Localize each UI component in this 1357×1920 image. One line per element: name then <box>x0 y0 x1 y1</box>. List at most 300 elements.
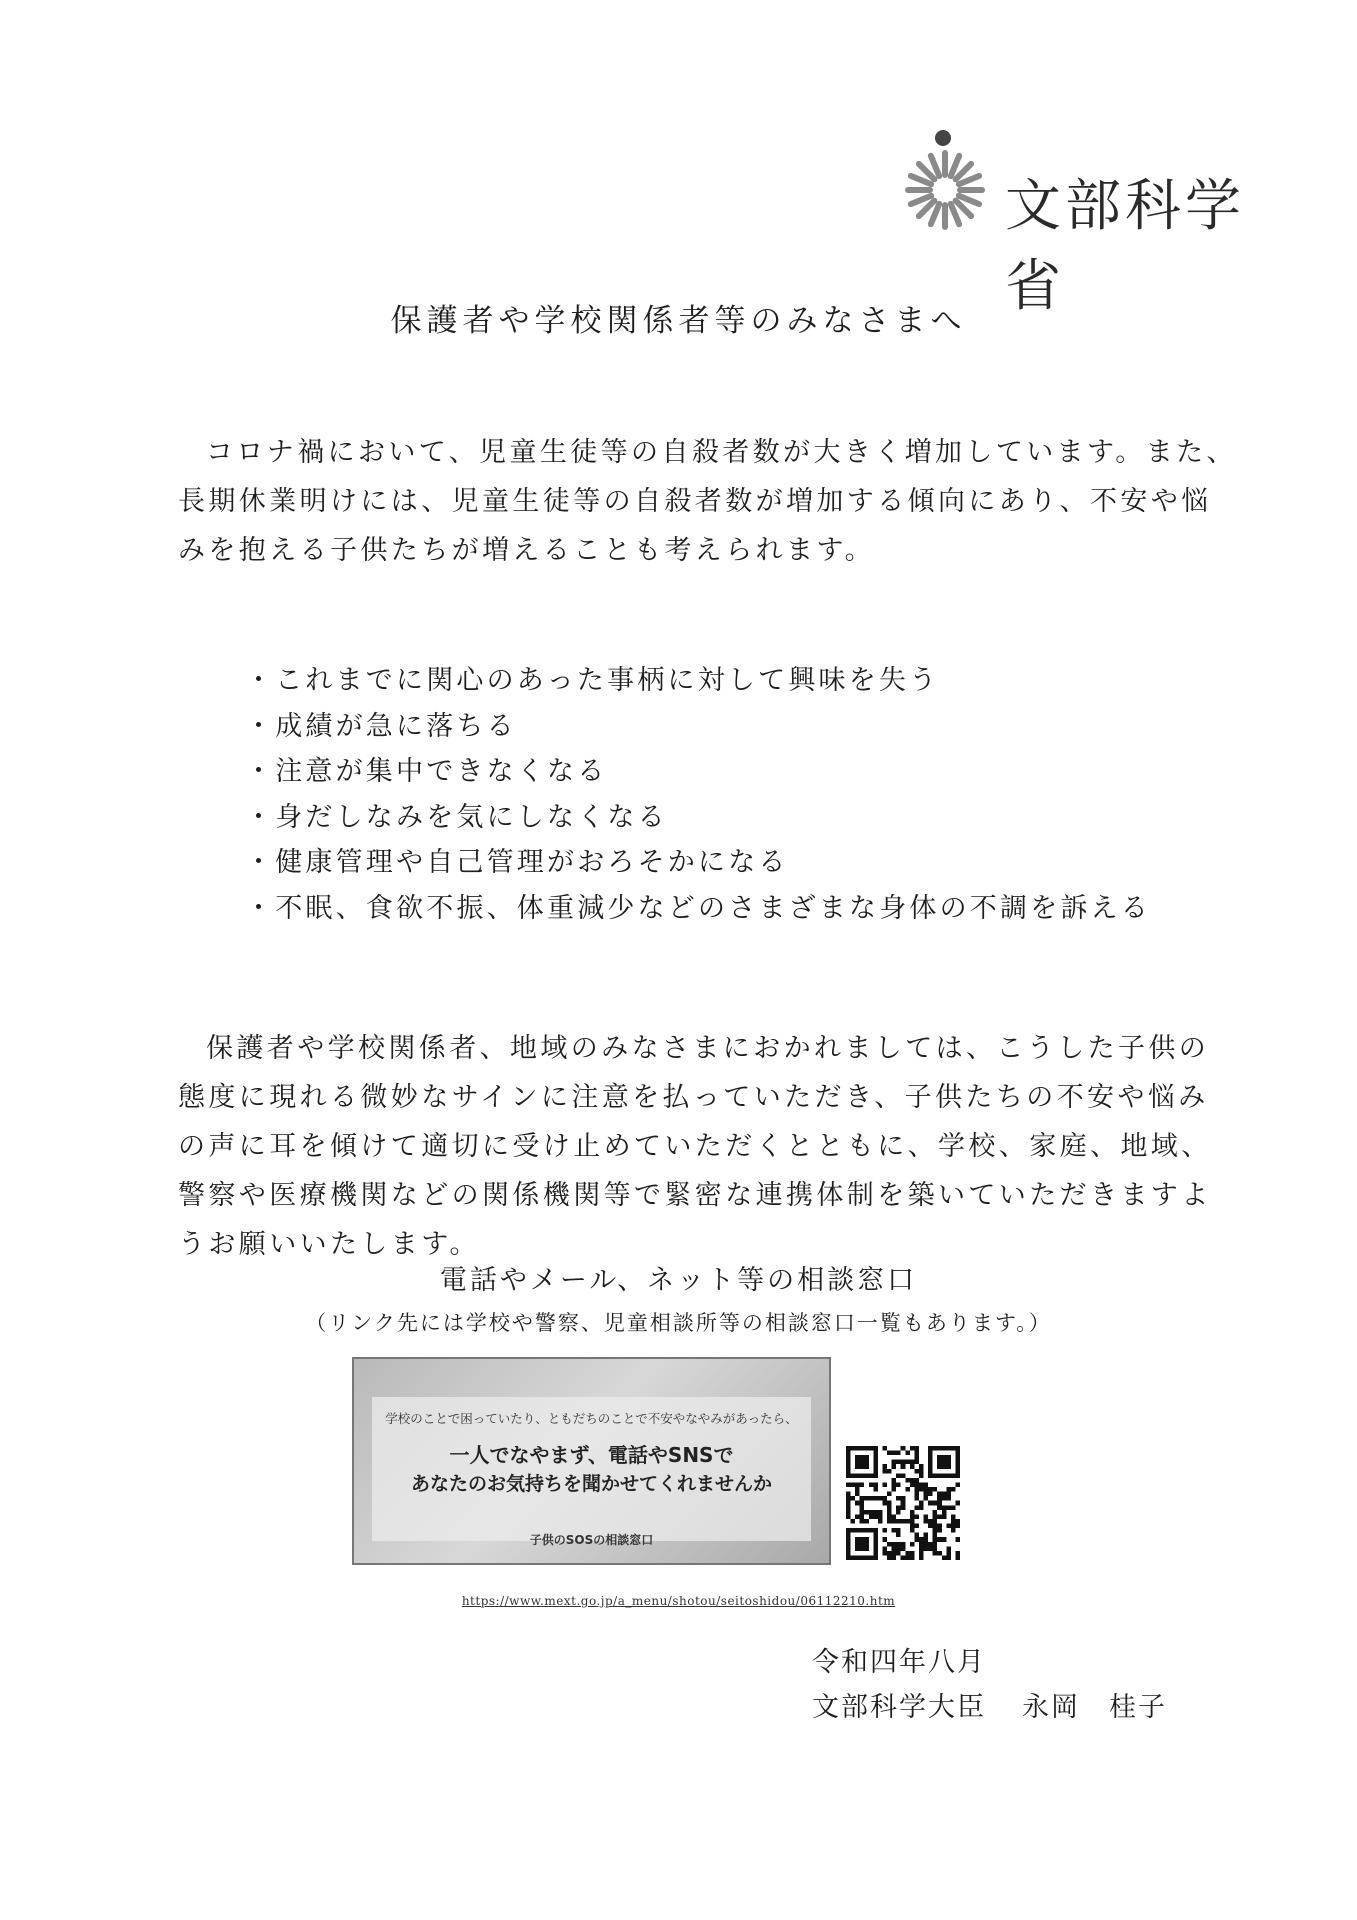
request-line: 警察や医療機関などの関係機関等で緊密な連携体制を築いていただきますよ <box>178 1180 1212 1211</box>
qr-module <box>846 1514 851 1519</box>
qr-module <box>942 1460 947 1465</box>
qr-module <box>937 1514 942 1519</box>
qr-module <box>864 1473 869 1478</box>
qr-module <box>901 1555 906 1560</box>
qr-module <box>882 1546 887 1551</box>
qr-module <box>905 1451 910 1456</box>
qr-module <box>873 1446 878 1451</box>
qr-module <box>951 1528 956 1533</box>
qr-module <box>873 1451 878 1456</box>
qr-module <box>855 1542 860 1547</box>
qr-module <box>928 1460 933 1465</box>
qr-module <box>946 1455 951 1460</box>
qr-module <box>869 1496 874 1501</box>
qr-module <box>910 1524 915 1529</box>
qr-module <box>955 1555 960 1560</box>
qr-module <box>928 1451 933 1456</box>
qr-module <box>873 1528 878 1533</box>
qr-module <box>924 1496 929 1501</box>
qr-module <box>887 1514 892 1519</box>
qr-module <box>924 1533 929 1538</box>
qr-module <box>914 1537 919 1542</box>
qr-module <box>901 1519 906 1524</box>
qr-module <box>955 1460 960 1465</box>
qr-module <box>869 1510 874 1515</box>
qr-module <box>928 1464 933 1469</box>
qr-module <box>928 1455 933 1460</box>
qr-module <box>914 1451 919 1456</box>
qr-module <box>933 1487 938 1492</box>
qr-module <box>924 1514 929 1519</box>
qr-module <box>887 1492 892 1497</box>
qr-module <box>928 1473 933 1478</box>
banner-footer: 子供のSOSの相談窓口 <box>529 1533 654 1547</box>
qr-module <box>955 1473 960 1478</box>
banner-text-3: あなたのお気持ちを聞かせてくれませんか <box>410 1473 772 1495</box>
qr-module <box>860 1537 865 1542</box>
qr-module <box>919 1537 924 1542</box>
qr-module <box>864 1555 869 1560</box>
qr-module <box>937 1446 942 1451</box>
qr-module <box>914 1460 919 1465</box>
qr-module <box>919 1464 924 1469</box>
qr-module <box>855 1487 860 1492</box>
qr-module <box>946 1555 951 1560</box>
signer-position: 文部科学大臣 <box>812 1692 986 1723</box>
qr-module <box>864 1446 869 1451</box>
qr-module <box>919 1473 924 1478</box>
qr-module <box>928 1446 933 1451</box>
qr-module <box>955 1464 960 1469</box>
qr-module <box>860 1514 865 1519</box>
qr-module <box>860 1510 865 1515</box>
qr-module <box>910 1460 915 1465</box>
qr-module <box>896 1510 901 1515</box>
qr-module <box>955 1469 960 1474</box>
qr-module <box>928 1492 933 1497</box>
qr-module <box>910 1478 915 1483</box>
qr-module <box>914 1524 919 1529</box>
ministry-logo <box>903 130 1253 319</box>
qr-module <box>946 1473 951 1478</box>
qr-module <box>846 1555 851 1560</box>
request-line: 保護者や学校関係者、地域のみなさまにおかれましては、こうした子供の <box>206 1033 1210 1064</box>
qr-module <box>946 1505 951 1510</box>
qr-module <box>905 1487 910 1492</box>
consult-heading: 電話やメール、ネット等の相談窓口 <box>439 1265 918 1296</box>
qr-module <box>860 1460 865 1465</box>
qr-module <box>851 1519 856 1524</box>
qr-module <box>873 1460 878 1465</box>
qr-module <box>942 1537 947 1542</box>
qr-module <box>892 1514 897 1519</box>
qr-code-icon[interactable] <box>846 1446 960 1560</box>
qr-module <box>919 1482 924 1487</box>
qr-module <box>873 1533 878 1538</box>
qr-module <box>855 1537 860 1542</box>
qr-module <box>873 1537 878 1542</box>
sos-banner-image[interactable] <box>352 1357 831 1565</box>
qr-module <box>901 1460 906 1465</box>
qr-module <box>928 1546 933 1551</box>
qr-module <box>942 1464 947 1469</box>
qr-module <box>855 1473 860 1478</box>
qr-module <box>882 1551 887 1556</box>
qr-module <box>901 1505 906 1510</box>
qr-module <box>942 1455 947 1460</box>
qr-module <box>955 1451 960 1456</box>
qr-module <box>855 1555 860 1560</box>
qr-module <box>901 1496 906 1501</box>
qr-module <box>924 1546 929 1551</box>
qr-module <box>933 1473 938 1478</box>
qr-module <box>892 1451 897 1456</box>
list-item: ・ 不眠、食欲不振、体重減少などのさまざまな身体の不調を訴える <box>245 886 1151 932</box>
qr-module <box>869 1446 874 1451</box>
qr-module <box>882 1496 887 1501</box>
qr-module <box>860 1546 865 1551</box>
qr-module <box>928 1501 933 1506</box>
qr-module <box>869 1555 874 1560</box>
qr-module <box>933 1446 938 1451</box>
qr-module <box>864 1537 869 1542</box>
qr-module <box>955 1446 960 1451</box>
qr-module <box>905 1551 910 1556</box>
qr-module <box>887 1510 892 1515</box>
qr-module <box>919 1542 924 1547</box>
qr-module <box>928 1469 933 1474</box>
qr-module <box>855 1446 860 1451</box>
qr-module <box>896 1542 901 1547</box>
qr-module <box>878 1519 883 1524</box>
qr-module <box>846 1546 851 1551</box>
qr-module <box>951 1505 956 1510</box>
request-line: 態度に現れる微妙なサインに注意を払っていただき、子供たちの不安や悩み <box>178 1082 1209 1113</box>
qr-module <box>928 1524 933 1529</box>
qr-module <box>873 1473 878 1478</box>
qr-module <box>951 1446 956 1451</box>
qr-module <box>860 1473 865 1478</box>
qr-module <box>937 1505 942 1510</box>
qr-module <box>882 1446 887 1451</box>
qr-module <box>896 1519 901 1524</box>
qr-module <box>873 1487 878 1492</box>
intro-line: みを抱える子供たちが増えることも考えられます。 <box>178 535 876 566</box>
qr-module <box>846 1492 851 1497</box>
qr-module <box>933 1519 938 1524</box>
qr-module <box>910 1482 915 1487</box>
qr-module <box>860 1555 865 1560</box>
qr-module <box>901 1446 906 1451</box>
qr-module <box>914 1514 919 1519</box>
qr-module <box>846 1528 851 1533</box>
qr-module <box>873 1514 878 1519</box>
qr-module <box>864 1546 869 1551</box>
qr-module <box>846 1542 851 1547</box>
qr-module <box>873 1510 878 1515</box>
qr-module <box>910 1551 915 1556</box>
qr-module <box>846 1537 851 1542</box>
qr-module <box>933 1551 938 1556</box>
qr-module <box>919 1501 924 1506</box>
qr-module <box>846 1501 851 1506</box>
qr-module <box>910 1555 915 1560</box>
qr-module <box>878 1496 883 1501</box>
qr-module <box>942 1496 947 1501</box>
qr-module <box>851 1446 856 1451</box>
qr-module <box>946 1496 951 1501</box>
logo-dot <box>935 130 951 146</box>
qr-module <box>914 1496 919 1501</box>
request-line: うお願いいたします。 <box>178 1229 480 1260</box>
qr-module <box>846 1464 851 1469</box>
qr-module <box>855 1492 860 1497</box>
qr-module <box>933 1510 938 1515</box>
qr-module <box>860 1519 865 1524</box>
qr-module <box>896 1460 901 1465</box>
qr-module <box>946 1460 951 1465</box>
qr-module <box>846 1505 851 1510</box>
qr-module <box>855 1546 860 1551</box>
qr-module <box>914 1487 919 1492</box>
qr-module <box>846 1451 851 1456</box>
qr-module <box>873 1555 878 1560</box>
qr-module <box>864 1455 869 1460</box>
qr-module <box>955 1519 960 1524</box>
qr-module <box>914 1478 919 1483</box>
qr-module <box>896 1451 901 1456</box>
qr-module <box>860 1496 865 1501</box>
request-line: の声に耳を傾けて適切に受け止めていただくとともに、学校、家庭、地域、 <box>178 1131 1212 1162</box>
qr-module <box>878 1510 883 1515</box>
qr-module <box>928 1487 933 1492</box>
qr-module <box>892 1555 897 1560</box>
qr-module <box>910 1528 915 1533</box>
qr-module <box>896 1551 901 1556</box>
qr-module <box>914 1446 919 1451</box>
qr-module <box>955 1501 960 1506</box>
qr-module <box>846 1460 851 1465</box>
qr-module <box>946 1524 951 1529</box>
qr-module <box>914 1533 919 1538</box>
qr-module <box>919 1487 924 1492</box>
qr-module <box>855 1464 860 1469</box>
qr-module <box>942 1492 947 1497</box>
qr-module <box>869 1514 874 1519</box>
intro-paragraph <box>178 428 1237 575</box>
qr-module <box>851 1528 856 1533</box>
qr-module <box>882 1501 887 1506</box>
qr-module <box>846 1482 851 1487</box>
qr-module <box>896 1533 901 1538</box>
qr-module <box>933 1542 938 1547</box>
qr-module <box>951 1473 956 1478</box>
qr-module <box>855 1455 860 1460</box>
qr-module <box>919 1505 924 1510</box>
intro-line: 長期休業明けには、児童生徒等の自殺者数が増加する傾向にあり、不安や悩 <box>178 486 1212 517</box>
qr-module <box>910 1514 915 1519</box>
emblem-petal <box>905 187 933 193</box>
qr-module <box>892 1460 897 1465</box>
qr-module <box>892 1542 897 1547</box>
qr-module <box>887 1505 892 1510</box>
qr-module <box>924 1519 929 1524</box>
request-paragraph <box>178 1024 1218 1269</box>
qr-module <box>860 1455 865 1460</box>
qr-module <box>942 1555 947 1560</box>
qr-module <box>896 1473 901 1478</box>
qr-module <box>905 1460 910 1465</box>
emblem-petal <box>957 187 985 193</box>
qr-module <box>951 1519 956 1524</box>
qr-module <box>846 1496 851 1501</box>
qr-module <box>892 1551 897 1556</box>
qr-module <box>878 1514 883 1519</box>
qr-module <box>873 1496 878 1501</box>
banner-text-2: 一人でなやまず、電話やSNSで <box>449 1443 734 1467</box>
qr-module <box>873 1482 878 1487</box>
qr-module <box>955 1551 960 1556</box>
qr-module <box>851 1555 856 1560</box>
qr-module <box>919 1555 924 1560</box>
qr-module <box>910 1542 915 1547</box>
qr-module <box>924 1492 929 1497</box>
qr-module <box>924 1487 929 1492</box>
qr-module <box>887 1542 892 1547</box>
qr-module <box>914 1469 919 1474</box>
qr-module <box>901 1464 906 1469</box>
qr-module <box>914 1492 919 1497</box>
qr-module <box>873 1551 878 1556</box>
qr-module <box>887 1555 892 1560</box>
banner-text-1: 学校のことで困っていたり、ともだちのことで不安やなやみがあったら、 <box>385 1411 798 1426</box>
qr-module <box>892 1487 897 1492</box>
qr-module <box>946 1464 951 1469</box>
qr-module <box>919 1546 924 1551</box>
qr-module <box>910 1446 915 1451</box>
qr-module <box>910 1510 915 1515</box>
qr-module <box>942 1446 947 1451</box>
qr-module <box>887 1469 892 1474</box>
qr-module <box>869 1473 874 1478</box>
qr-module <box>855 1501 860 1506</box>
qr-module <box>869 1482 874 1487</box>
qr-module <box>887 1451 892 1456</box>
qr-module <box>896 1496 901 1501</box>
qr-module <box>860 1446 865 1451</box>
qr-module <box>892 1528 897 1533</box>
qr-module <box>846 1533 851 1538</box>
qr-module <box>942 1510 947 1515</box>
qr-module <box>873 1546 878 1551</box>
qr-module <box>942 1514 947 1519</box>
qr-module <box>951 1514 956 1519</box>
qr-module <box>933 1537 938 1542</box>
qr-module <box>896 1482 901 1487</box>
qr-module <box>855 1514 860 1519</box>
list-item: ・ これまでに関心のあった事柄に対して興味を失う <box>245 658 1151 704</box>
issue-date: 令和四年八月 <box>812 1647 986 1678</box>
qr-module <box>914 1455 919 1460</box>
qr-module <box>924 1537 929 1542</box>
qr-module <box>864 1542 869 1547</box>
signature-block <box>812 1685 1167 1724</box>
qr-module <box>924 1542 929 1547</box>
qr-module <box>864 1496 869 1501</box>
qr-module <box>887 1551 892 1556</box>
qr-module <box>896 1505 901 1510</box>
ministry-name: 文部科学省 <box>1005 174 1245 319</box>
qr-module <box>933 1546 938 1551</box>
qr-module <box>846 1551 851 1556</box>
qr-module <box>937 1464 942 1469</box>
qr-module <box>873 1542 878 1547</box>
qr-module <box>882 1464 887 1469</box>
qr-module <box>896 1546 901 1551</box>
consult-url-link[interactable]: https://www.mext.go.jp/a_menu/shotou/seitoshidou/06112210.htm <box>461 1594 896 1608</box>
qr-module <box>937 1455 942 1460</box>
qr-module <box>933 1501 938 1506</box>
qr-module <box>846 1473 851 1478</box>
qr-module <box>882 1537 887 1542</box>
qr-module <box>937 1460 942 1465</box>
qr-module <box>919 1469 924 1474</box>
qr-module <box>892 1519 897 1524</box>
qr-module <box>933 1533 938 1538</box>
warning-signs-list <box>245 658 1151 931</box>
qr-module <box>846 1510 851 1515</box>
qr-module <box>864 1464 869 1469</box>
qr-module <box>846 1446 851 1451</box>
qr-module <box>901 1473 906 1478</box>
signer-name: 永岡 桂子 <box>1022 1692 1167 1723</box>
qr-module <box>937 1551 942 1556</box>
qr-module <box>914 1482 919 1487</box>
qr-module <box>860 1528 865 1533</box>
qr-module <box>946 1487 951 1492</box>
consult-note: （リンク先には学校や警察、児童相談所等の相談窓口一覧もあります。） <box>305 1311 1052 1335</box>
emblem-petal <box>942 202 948 230</box>
qr-module <box>855 1460 860 1465</box>
qr-module <box>919 1551 924 1556</box>
qr-module <box>892 1464 897 1469</box>
qr-module <box>892 1482 897 1487</box>
list-item: ・ 注意が集中できなくなる <box>245 749 1151 795</box>
qr-module <box>937 1473 942 1478</box>
qr-module <box>928 1542 933 1547</box>
qr-module <box>905 1478 910 1483</box>
qr-module <box>896 1528 901 1533</box>
emblem-petal <box>942 150 948 178</box>
qr-module <box>901 1542 906 1547</box>
qr-module <box>955 1524 960 1529</box>
qr-module <box>901 1501 906 1506</box>
qr-module <box>937 1496 942 1501</box>
qr-module <box>933 1528 938 1533</box>
list-item: ・ 成績が急に落ちる <box>245 704 1151 750</box>
qr-module <box>910 1464 915 1469</box>
qr-module <box>951 1524 956 1529</box>
qr-module <box>860 1482 865 1487</box>
qr-module <box>892 1546 897 1551</box>
qr-module <box>860 1501 865 1506</box>
qr-module <box>928 1519 933 1524</box>
qr-module <box>937 1492 942 1497</box>
qr-module <box>864 1528 869 1533</box>
qr-module <box>860 1542 865 1547</box>
qr-module <box>955 1537 960 1542</box>
qr-module <box>851 1482 856 1487</box>
